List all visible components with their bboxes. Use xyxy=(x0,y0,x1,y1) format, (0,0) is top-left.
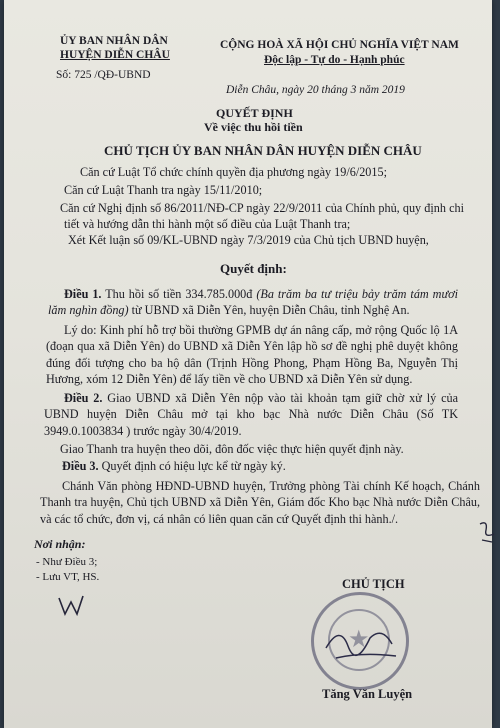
basis-item: Căn cứ Nghị định số 86/2011/NĐ-CP ngày 22/9/2011 của Chính phủ, quy định chi tiết và hướng dẫn thi hành một số điều của Luật Thanh tra; xyxy=(60,201,464,232)
official-seal: ★ xyxy=(311,592,409,690)
org-line-1: ỦY BAN NHÂN DÂN xyxy=(60,35,168,47)
basis-item: Xét Kết luận số 09/KL-UBND ngày 7/3/2019 của Chủ tịch UBND huyện, xyxy=(68,233,429,247)
decision-type: QUYẾT ĐỊNH xyxy=(216,106,293,120)
org-line-2: HUYỆN DIỄN CHÂU xyxy=(60,49,170,61)
article-2-text: Giao UBND xã Diễn Yên nộp vào tài khoản tạm giữ chờ xử lý của UBND huyện Diễn Châu mở tại kho bạc Nhà nước Diễn Châu (Số TK 3949.0.1003834 ) trước ngày 30/4/2019. xyxy=(44,391,459,438)
article-1 xyxy=(48,286,458,319)
signer-name: Tăng Văn Luyện xyxy=(322,687,413,701)
national-motto: Độc lập - Tự do - Hạnh phúc xyxy=(264,54,405,66)
decision-subject: Về việc thu hồi tiền xyxy=(204,120,303,134)
article-1-source: từ UBND xã Diễn Yên, huyện Diễn Châu, tỉnh Nghệ An. xyxy=(131,303,410,318)
article-2 xyxy=(44,390,458,439)
issuing-authority: CHỦ TỊCH ỦY BAN NHÂN DÂN HUYỆN DIỄN CHÂU xyxy=(104,143,422,158)
article-1-amount-words: (Ba trăm ba tư triệu bảy trăm tám mươi lăm nghìn đồng) xyxy=(48,287,459,318)
article-3-text: Quyết định có hiệu lực kể từ ngày ký. xyxy=(101,459,286,473)
article-3-executors: Chánh Văn phòng HĐND-UBND huyện, Trưởng phòng Tài chính Kế hoạch, Chánh Thanh tra huyện, Chủ tịch UBND xã Diễn Yên, Giám đốc Kho bạc Nhà nước Diễn Châu, và các tổ chức, đơn vị, cá nhân có liên quan căn cứ Quyết định thi hành./. xyxy=(40,479,480,526)
recipient-item: - Lưu VT, HS. xyxy=(36,571,100,583)
recipient-item: - Như Điều 3; xyxy=(36,556,98,568)
recipients-heading: Nơi nhận: xyxy=(34,537,86,551)
article-2-label: Điều 2. xyxy=(64,391,103,405)
article-3-label: Điều 3. xyxy=(62,459,99,473)
signer-title: CHỦ TỊCH xyxy=(342,577,405,591)
document-page xyxy=(4,0,492,728)
handwritten-signature xyxy=(322,618,402,668)
article-2-followup: Giao Thanh tra huyện theo dõi, đôn đốc việc thực hiện quyết định này. xyxy=(60,442,404,456)
article-1-amount: Thu hồi số tiền 334.785.000đ xyxy=(105,287,253,301)
document-number: Số: 725 /QĐ-UBND xyxy=(56,69,151,81)
basis-item: Căn cứ Luật Tổ chức chính quyền địa phương ngày 19/6/2015; xyxy=(80,165,387,179)
issue-date: Diễn Châu, ngày 20 tháng 3 năm 2019 xyxy=(226,84,405,96)
initials-mark xyxy=(56,592,92,620)
article-1-reason: Lý do: Kinh phí hỗ trợ bồi thường GPMB dự án nâng cấp, mở rộng Quốc lộ 1A (đoạn qua xã Diễn Yên) do UBND xã Diễn Yên lập hồ sơ đề nghị phê duyệt không đúng đối tượng cho ba hộ dân (Trịnh Hồng Phong, Phạm Hồng Ba, Nguyễn Thị Hương, xóm 12 Diễn Yên) để lấy tiền về cho UBND xã Diễn Yên sử dụng. xyxy=(46,323,458,387)
article-3 xyxy=(62,460,286,472)
decision-heading: Quyết định: xyxy=(220,261,287,276)
side-initials-mark xyxy=(478,520,498,544)
basis-item: Căn cứ Luật Thanh tra ngày 15/11/2010; xyxy=(64,183,263,197)
nation-title: CỘNG HOÀ XÃ HỘI CHỦ NGHĨA VIỆT NAM xyxy=(220,39,459,51)
article-1-label: Điều 1. xyxy=(64,287,102,301)
